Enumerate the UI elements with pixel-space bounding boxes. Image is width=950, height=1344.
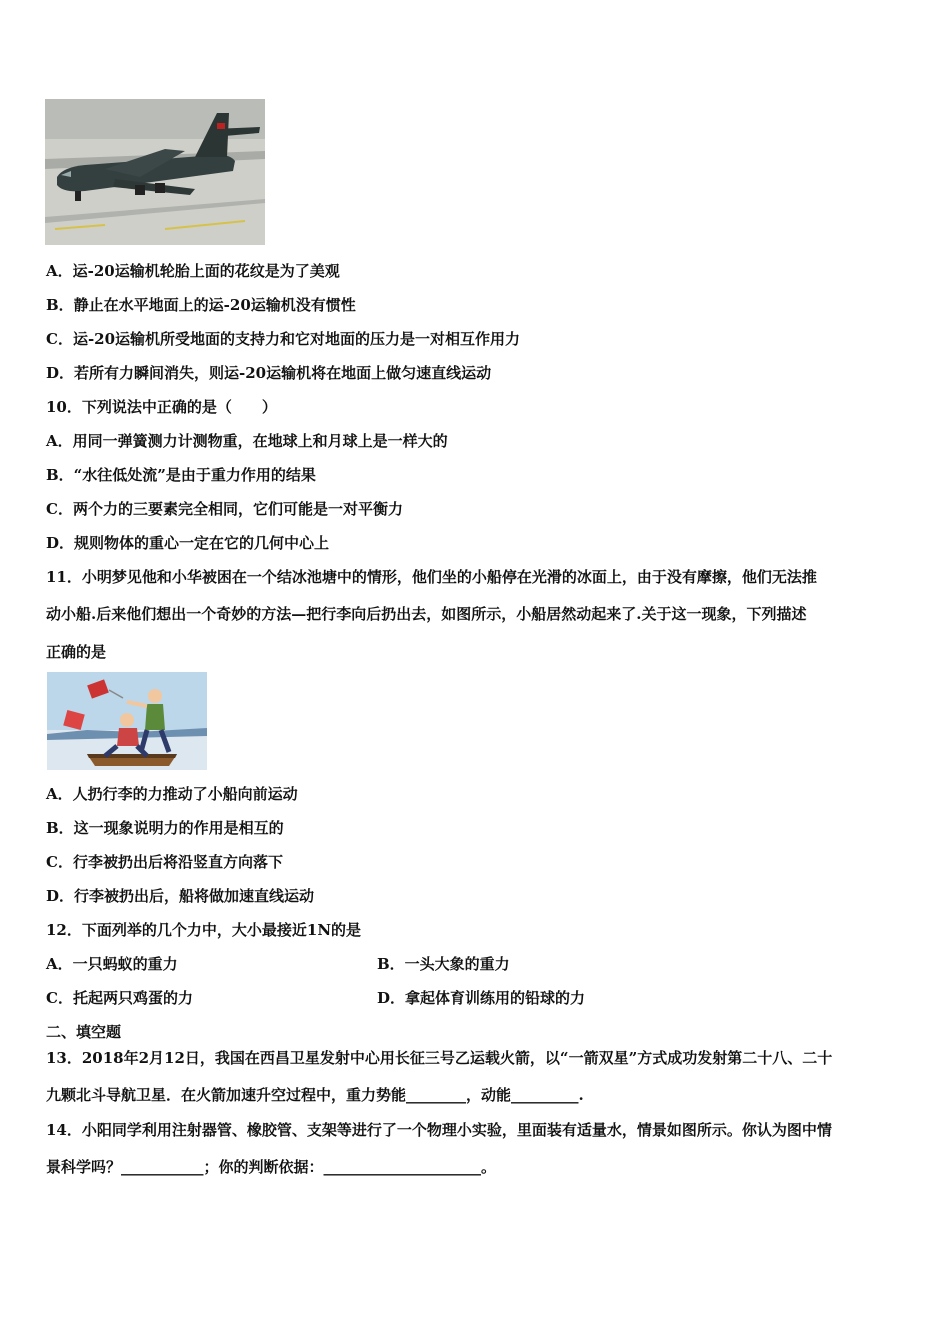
q9-option-d: D．若所有力瞬间消失，则运-20运输机将在地面上做匀速直线运动: [46, 364, 492, 382]
q9-option-a: A．运-20运输机轮胎上面的花纹是为了美观: [46, 262, 340, 280]
boat-illustration: [47, 672, 207, 770]
q11-option-c: C．行李被扔出后将沿竖直方向落下: [46, 853, 283, 871]
q11-option-a: A．人扔行李的力推动了小船向前运动: [46, 785, 298, 803]
q12-option-a: A．一只蚂蚁的重力: [46, 955, 178, 973]
q11-stem-line-1: 11．小明梦见他和小华被困在一个结冰池塘中的情形，他们坐的小船停在光滑的冰面上，由于没有摩擦，他们无法推: [46, 568, 817, 586]
q13-line-1: 13．2018年2月12日，我国在西昌卫星发射中心用长征三号乙运载火箭，以“一箭双星”方式成功发射第二十八、二十: [46, 1049, 833, 1067]
q10-option-a: A．用同一弹簧测力计测物重，在地球上和月球上是一样大的: [46, 432, 448, 450]
q10-option-c: C．两个力的三要素完全相同，它们可能是一对平衡力: [46, 500, 403, 518]
q11-option-b: B．这一现象说明力的作用是相互的: [46, 819, 284, 837]
q13-line-2: 九颗北斗导航卫星．在火箭加速升空过程中，重力势能________，动能_________.: [46, 1086, 584, 1104]
q14-line-1: 14．小阳同学利用注射器管、橡胶管、支架等进行了一个物理小实验，里面装有适量水，情景如图所示。你认为图中情: [46, 1121, 832, 1139]
q9-option-b: B．静止在水平地面上的运-20运输机没有惯性: [46, 296, 356, 314]
q12-option-b: B．一头大象的重力: [377, 955, 510, 973]
q12-option-d: D．拿起体育训练用的铅球的力: [377, 989, 586, 1007]
q11-stem-line-2: 动小船.后来他们想出一个奇妙的方法—把行李向后扔出去，如图所示，小船居然动起来了.关于这一现象，下列描述: [46, 605, 807, 623]
q14-line-2: 景科学吗？___________；你的判断依据：_____________________。: [46, 1158, 497, 1176]
aircraft-illustration: [45, 99, 265, 245]
q9-option-c: C．运-20运输机所受地面的支持力和它对地面的压力是一对相互作用力: [46, 330, 521, 348]
q12-stem: 12．下面列举的几个力中，大小最接近1N的是: [46, 921, 362, 939]
q12-option-c: C．托起两只鸡蛋的力: [46, 989, 193, 1007]
y20-aircraft-figure: [45, 99, 265, 245]
section-title-fill-in: 二、填空题: [46, 1023, 122, 1041]
q11-stem-line-3: 正确的是: [46, 643, 107, 661]
q10-option-d: D．规则物体的重心一定在它的几何中心上: [46, 534, 330, 552]
q10-option-b: B．“水往低处流”是由于重力作用的结果: [46, 466, 316, 484]
boat-on-ice-figure: [47, 672, 207, 770]
q11-option-d: D．行李被扔出后，船将做加速直线运动: [46, 887, 315, 905]
q10-stem: 10．下列说法中正确的是（ ）: [46, 398, 277, 416]
